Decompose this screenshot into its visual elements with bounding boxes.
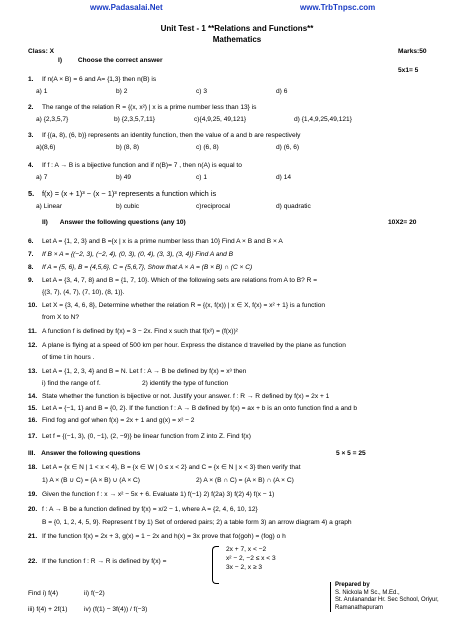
question-6: 6. Let A = {1, 2, 3} and B ={x | x is a prime number less than 10} Find A × B and B × A xyxy=(28,238,283,245)
section-2-heading: II) Answer the following questions (any 10) xyxy=(42,219,186,226)
question-16: 16. Find fog and gof when f(x) = 2x + 1 and g(x) = x² − 2 xyxy=(28,417,195,424)
question-13-parts: i) find the range of f. 2) identify the type of function xyxy=(42,380,229,387)
question-22: 22. If the function f : R → R is defined by f(x) = xyxy=(28,558,167,565)
question-15: 15. Let A = {−1, 1} and B = {0, 2}. If the function f : A → B defined by f(x) = ax + b is an onto function find a and b xyxy=(28,405,358,412)
question-13: 13. Let A = {1, 2, 3, 4} and B = N. Let f : A → B be defined by f(x) = x³ then xyxy=(28,368,247,375)
question-12-continued: of time t in hours . xyxy=(42,354,95,361)
question-9: 9. Let A = {3, 4, 7, 8} and B = {1, 7, 10}. Which of the following sets are relations from A to B? R = xyxy=(28,277,318,284)
question-14: 14. State whether the function is bijective or not. Justify your answer. f : R → R defined by f(x) = 2x + 1 xyxy=(28,393,330,400)
question-5: 5. f(x) = (x + 1)³ − (x − 1)³ represents a function which is xyxy=(28,189,217,198)
question-17: 17. Let f = {(−1, 3), (0, −1), (2, −9)} be linear function from Z into Z. Find f(x) xyxy=(28,433,251,440)
question-2-options: a) {2,3,5,7} b) {2,3,5,7,11} c){4,9,25, 49,121} d) {1,4,9,25,49,121} xyxy=(36,116,352,123)
section-1-marks: 5x1= 5 xyxy=(398,67,419,74)
question-22-parts-2: iii) f(4) + 2f(1) iv) (f(1) − 3f(4)) / f(−3) xyxy=(28,606,148,613)
question-9-continued: {(3, 7), (4, 7), (7, 10), (8, 1)}. xyxy=(42,289,125,296)
question-4: 4. If f : A → B is a bijective function and if n(B)= 7 , then n(A) is equal to xyxy=(28,162,242,169)
site-link-padasalai[interactable]: www.Padasalai.Net xyxy=(90,3,163,12)
question-1-options: a) 1 b) 2 c) 3 d) 6 xyxy=(36,88,288,95)
site-link-trbtnpsc[interactable]: www.TrbTnpsc.com xyxy=(300,3,376,12)
question-4-options: a) 7 b) 49 c) 1 d) 14 xyxy=(36,174,292,181)
question-3-options: a)(8,6) b) (8, 8) c) (6, 8) d) (6, 6) xyxy=(36,144,300,151)
question-20: 20. f : A → B be a function defined by f(x) = x/2 − 1, where A = {2, 4, 6, 10, 12} xyxy=(28,506,258,513)
question-3: 3. If {(a, 8), (6, b)} represents an identity function, then the value of a and b are respectively xyxy=(28,132,301,139)
question-1: 1. If n(A × B) = 6 and A= {1,3} then n(B) is xyxy=(28,76,157,83)
question-12: 12. A plane is flying at a speed of 500 km per hour. Express the distance d travelled by the plane as function xyxy=(28,342,346,349)
piecewise-brace xyxy=(212,546,219,584)
question-21: 21. If the function f(x) = 2x + 3, g(x) = 1 − 2x and h(x) = 3x prove that fo(goh) = (fog) o h xyxy=(28,533,286,540)
total-marks: Marks:50 xyxy=(398,48,427,55)
prepared-by-box: Prepared by S. Nickola M Sc., M.Ed., St. Arulanandar Hr. Sec School, Oriyur, Ramanathapuram xyxy=(330,582,439,612)
section-2-marks: 10X2= 20 xyxy=(388,219,417,226)
question-5-options: a) Linear b) cubic c)reciprocal d) quadratic xyxy=(36,203,311,210)
question-19: 19. Given the function f : x → x² − 5x + 6. Evaluate 1) f(−1) 2) f(2a) 3) f(2) 4) f(x − 1) xyxy=(28,491,275,498)
question-8: 8. If A = {5, 6}, B = {4,5,6}, C = {5,6,7}, Show that A × A = (B × B) ∩ (C × C) xyxy=(28,264,253,271)
subject-title: Mathematics xyxy=(212,35,262,44)
question-11: 11. A function f is defined by f(x) = 3 − 2x. Find x such that f(x²) = (f(x))² xyxy=(28,328,238,335)
piecewise-cases: 2x + 7, x < −2 x² − 2, −2 ≤ x < 3 3x − 2, x ≥ 3 xyxy=(226,546,276,571)
test-title: Unit Test - 1 **Relations and Functions** xyxy=(160,24,314,33)
section-3-marks: 5 × 5 = 25 xyxy=(336,450,366,457)
section-3-heading: III. Answer the following questions xyxy=(28,450,141,457)
question-2: 2. The range of the relation R = {(x, x²) | x is a prime number less than 13} is xyxy=(28,104,257,111)
question-22-parts-1: Find i) f(4) ii) f(−2) xyxy=(28,590,105,597)
question-10-continued: from X to N? xyxy=(42,314,80,321)
question-18-parts: 1) A × (B ∪ C) = (A × B) ∪ (A × C) 2) A × (B ∩ C) = (A × B) ∩ (A × C) xyxy=(42,477,294,484)
question-18: 18. Let A = {x ∈ N | 1 < x < 4}, B = {x ∈ W | 0 ≤ x < 2} and C = {x ∈ N | x < 3} then verify that xyxy=(28,464,301,471)
class-label: Class: X xyxy=(28,48,55,55)
question-20-continued: B = {0, 1, 2, 4, 5, 9}. Represent f by 1) Set of ordered pairs; 2) a table form 3) an arrow diagram 4) a graph xyxy=(42,519,352,526)
question-10: 10. Let X = {3, 4, 6, 8}, Determine whether the relation R = {(x, f(x)) | x ∈ X, f(x) = x² + 1} is a function xyxy=(28,302,326,309)
section-1-heading: I) Choose the correct answer xyxy=(58,57,163,64)
question-7: 7. If B × A = {(−2, 3), (−2, 4), (0, 3), (0, 4), (3, 3), (3, 4)} Find A and B xyxy=(28,251,234,258)
class-line xyxy=(28,48,452,56)
